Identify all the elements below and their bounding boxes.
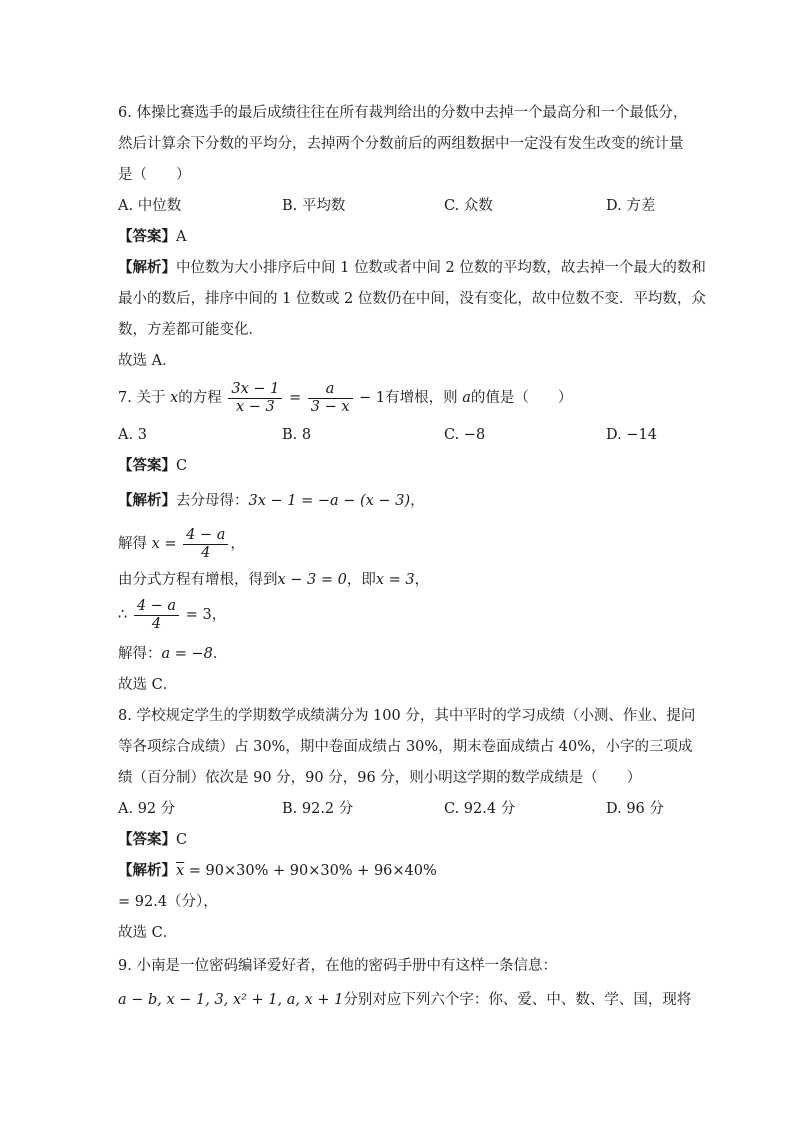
step-math: x = <box>151 536 177 552</box>
q8-option-b: B. 92.2 分 <box>282 801 354 817</box>
step-math: x = 3 <box>375 572 415 588</box>
q7-answer-line <box>118 456 187 476</box>
q8-analysis-line <box>118 861 437 881</box>
answer-value: A <box>176 229 187 245</box>
q6-answer-line <box>118 227 186 247</box>
q7-analysis-step-1 <box>118 491 425 511</box>
q6-option-b: B. 平均数 <box>282 198 346 214</box>
q7-var-x: x <box>170 390 179 406</box>
q7-equals: = <box>288 390 302 406</box>
fraction-numerator: a <box>308 381 353 399</box>
q7-step2-fraction <box>183 527 228 562</box>
q6-option-c: C. 众数 <box>444 198 493 214</box>
q7-text: 的值是（ ） <box>470 390 573 406</box>
therefore-symbol: ∴ <box>118 607 128 623</box>
q8-stem-line-2: 等各项综合成绩）占 30%，期中卷面成绩占 30%，期末卷面成绩占 40%，小字的三项成 <box>118 739 693 755</box>
answer-label: 【答案】 <box>118 228 176 245</box>
answer-value: C <box>176 458 188 474</box>
q6-option-d: D. 方差 <box>606 198 656 214</box>
step-math: a = −8 <box>161 646 213 662</box>
fraction-denominator: 3 − x <box>310 398 350 415</box>
q7-stem <box>118 380 572 416</box>
step-text: 由分式方程有增根，得到 <box>118 572 278 588</box>
q7-option-a: A. 3 <box>118 427 147 443</box>
q7-conclusion: 故选 C． <box>118 677 178 693</box>
q6-stem-line-1: 6. 体操比赛选手的最后成绩往往在所有裁判给出的分数中去掉一个最高分和一个最低分， <box>118 105 688 121</box>
q8-answer-line <box>118 830 187 850</box>
analysis-label: 【解析】 <box>118 862 176 879</box>
q6-stem-line-3: 是（ ） <box>118 167 191 183</box>
fraction-numerator: 3x − 1 <box>228 381 282 399</box>
q9-stem-line-1: 9. 小南是一位密码编译爱好者，在他的密码手册中有这样一条信息： <box>118 958 557 974</box>
q7-option-d: D. −14 <box>606 427 657 443</box>
q7-step4-fraction <box>134 598 179 633</box>
q7-analysis-step-5 <box>118 644 227 664</box>
fraction-denominator: 4 <box>151 615 162 632</box>
step-text: ． <box>212 646 228 662</box>
q8-stem-line-3: 绩（百分制）依次是 90 分，90 分，96 分，则小明这学期的数学成绩是（ ） <box>118 770 642 786</box>
answer-label: 【答案】 <box>118 457 176 474</box>
step-text: ， <box>410 493 425 509</box>
q8-option-c: C. 92.4 分 <box>444 801 516 817</box>
q7-text: 的方程 <box>178 390 222 406</box>
step-math: x − 3 = 0 <box>277 572 347 588</box>
q9-text: 分别对应下列六个字：你、爱、中、数、学、国，现将 <box>343 992 692 1008</box>
q7-fraction-1 <box>228 381 282 416</box>
q7-var-a: a <box>462 390 471 406</box>
answer-label: 【答案】 <box>118 831 176 848</box>
q6-option-a: A. 中位数 <box>118 198 182 214</box>
q7-fraction-2 <box>308 381 353 416</box>
analysis-label: 【解析】 <box>118 259 176 276</box>
q8-result: = 92.4（分）， <box>118 894 218 910</box>
q8-stem-line-1: 8. 学校规定学生的学期数学成绩满分为 100 分，其中平时的学习成绩（小测、作业、提问 <box>118 708 696 724</box>
step-text: 解得 <box>118 536 147 552</box>
analysis-label: 【解析】 <box>118 492 176 509</box>
step-text: ，即 <box>346 572 376 588</box>
step-text: ， <box>414 572 430 588</box>
q7-analysis-step-2 <box>118 526 245 562</box>
step-text: ， <box>230 536 245 552</box>
q8-option-a: A. 92 分 <box>118 801 176 817</box>
step-text: ， <box>211 607 227 623</box>
q7-text: 7. 关于 <box>118 390 166 406</box>
mean-symbol: $\overline{x}$ <box>176 863 185 879</box>
q6-analysis-line-2: 最小的数后，排序中间的 1 位数或 2 位数仍在中间，没有变化，故中位数不变．平均数，众 <box>118 291 706 307</box>
q7-option-c: C. −8 <box>444 427 486 443</box>
analysis-math: = 90×30% + 90×30% + 96×40% <box>188 863 437 879</box>
fraction-numerator: 4 − a <box>134 598 179 616</box>
q6-conclusion: 故选 A． <box>118 353 177 369</box>
q7-analysis-step-3 <box>118 570 429 590</box>
fraction-denominator: x − 3 <box>235 398 275 415</box>
fraction-numerator: 4 − a <box>183 527 228 545</box>
q6-analysis-line-3: 数，方差都可能变化． <box>118 322 263 338</box>
q9-math: a − b, x − 1, 3, x² + 1, a, x + 1 <box>118 992 344 1008</box>
q7-text: − 1有增根，则 <box>359 390 458 406</box>
answer-value: C <box>176 832 188 848</box>
step-text: 解得： <box>118 646 162 662</box>
q8-conclusion: 故选 C． <box>118 925 178 941</box>
fraction-denominator: 4 <box>201 544 211 561</box>
q6-stem-line-2: 然后计算余下分数的平均分，去掉两个分数前后的两组数据中一定没有发生改变的统计量 <box>118 136 684 152</box>
analysis-text: 中位数为大小排序后中间 1 位数或者中间 2 位数的平均数，故去掉一个最大的数和 <box>176 260 706 276</box>
q8-option-d: D. 96 分 <box>606 801 664 817</box>
q9-stem-line-2 <box>118 990 691 1010</box>
q7-analysis-step-4 <box>118 597 226 633</box>
step-text: 去分母得： <box>176 493 249 509</box>
q6-analysis-line-1 <box>118 258 706 278</box>
step-math: 3x − 1 = −a − (x − 3) <box>248 493 411 509</box>
q7-option-b: B. 8 <box>282 427 312 443</box>
step-math: = 3 <box>185 607 212 623</box>
